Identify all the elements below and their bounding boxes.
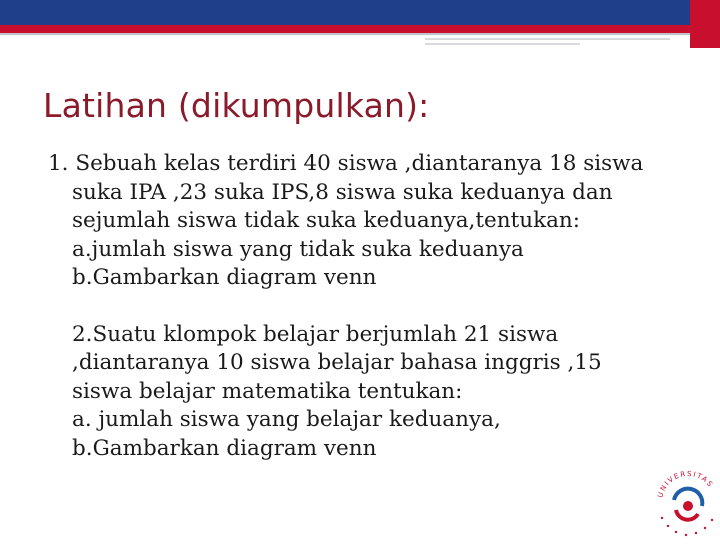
university-seal-icon [650, 462, 720, 540]
problem-line: a. jumlah siswa yang belajar keduanya, [72, 407, 501, 432]
slide-content [48, 150, 688, 463]
problem-2 [48, 321, 688, 464]
header-stripe [425, 38, 670, 40]
problem-line: sejumlah siswa tidak suka keduanya,tentukan: [72, 208, 581, 233]
slide-title: Latihan (dikumpulkan): [43, 86, 430, 125]
problem-1 [48, 150, 688, 293]
problem-line: suka IPA ,23 suka IPS,8 siswa suka keduanya dan [72, 179, 613, 205]
problem-line: b.Gambarkan diagram venn [72, 265, 377, 290]
problem-line: 1. Sebuah kelas terdiri 40 siswa ,diantaranya 18 siswa [48, 151, 644, 176]
problem-line: 2.Suatu klompok belajar berjumlah 21 siswa [72, 321, 559, 347]
university-logo [650, 462, 720, 540]
problem-line: ,diantaranya 10 siswa belajar bahasa inggris ,15 [72, 350, 602, 375]
header-blue-bar [0, 0, 720, 25]
svg-text:UNIVERSITAS: UNIVERSITAS [656, 469, 715, 499]
header-gray-line [0, 33, 720, 35]
header-stripe [425, 43, 580, 45]
problem-line: a.jumlah siswa yang tidak suka keduanya [72, 236, 524, 262]
header-red-bar [0, 25, 720, 33]
problem-line: b.Gambarkan diagram venn [72, 435, 377, 461]
header-red-corner [690, 0, 720, 48]
problem-line: siswa belajar matematika tentukan: [72, 378, 463, 404]
